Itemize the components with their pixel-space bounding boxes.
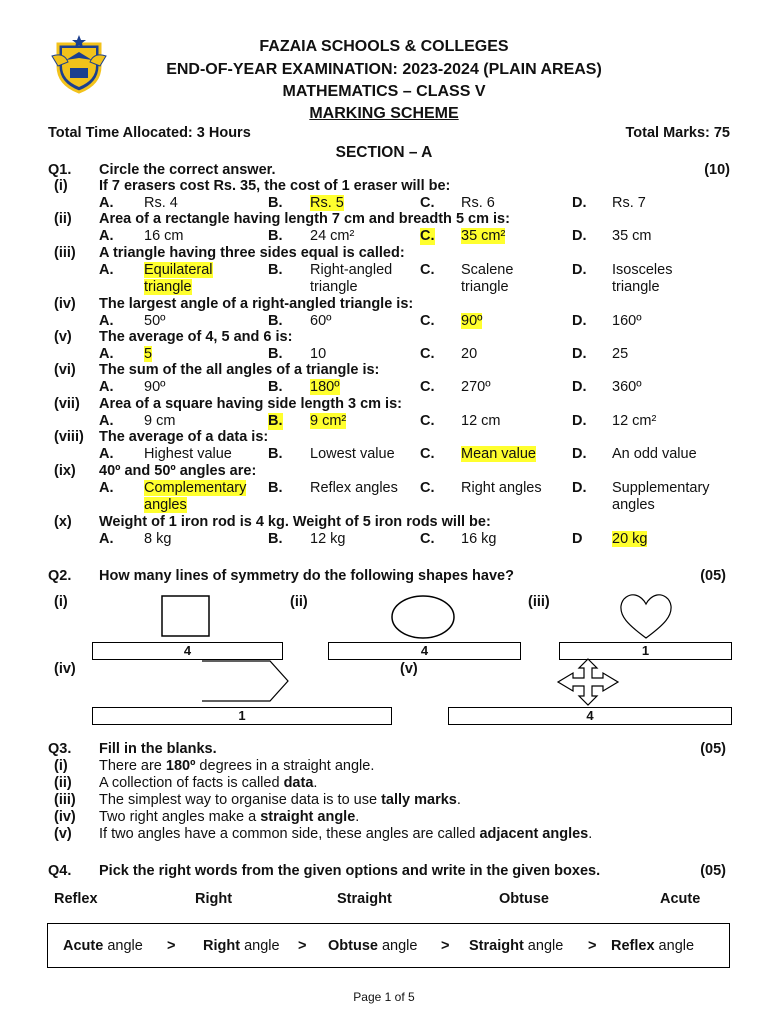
q3-sentence: The simplest way to organise data is to use tally marks.: [99, 792, 461, 808]
q1-question-text: The average of a data is:: [99, 429, 269, 445]
q1-option-text[interactable]: 9 cm: [144, 413, 176, 429]
q1-item-number: (iii): [54, 245, 76, 261]
subject-title: MATHEMATICS – CLASS V: [282, 83, 486, 100]
q2-answer-i[interactable]: 4: [92, 642, 283, 660]
q1-number: Q1.: [48, 162, 72, 178]
q1-item-number: (viii): [54, 429, 84, 445]
q1-option-letter: A.: [99, 228, 114, 244]
q1-option-text[interactable]: 10: [310, 346, 327, 362]
q1-option-letter: B.: [268, 195, 283, 211]
section-title: SECTION – A: [335, 144, 433, 161]
q1-option-text[interactable]: 35 cm²: [461, 228, 506, 244]
option-right: Right: [195, 891, 233, 907]
q1-option-letter: D.: [572, 480, 587, 496]
q2-answer-iv[interactable]: 1: [92, 707, 392, 725]
q2-answer-ii[interactable]: 4: [328, 642, 521, 660]
q3-answer: adjacent angles: [479, 826, 589, 842]
q3-item-number: (v): [54, 826, 72, 842]
q1-option-text[interactable]: An odd value: [612, 446, 697, 462]
q1-item-number: (v): [54, 329, 72, 345]
q1-question-text: The average of 4, 5 and 6 is:: [99, 329, 293, 345]
q1-item-number: (vi): [54, 362, 76, 378]
q4-answer-2: Right angle: [203, 938, 280, 954]
q1-option-letter: C.: [420, 413, 435, 429]
q1-option-letter: B.: [268, 413, 283, 429]
greater-than-1: >: [167, 938, 176, 954]
q4-title: Pick the right words from the given options and write in the given boxes.: [99, 863, 601, 879]
option-obtuse: Obtuse: [499, 891, 549, 907]
q1-option-text[interactable]: 50º: [144, 313, 166, 329]
q1-option-text[interactable]: Lowest value: [310, 446, 395, 462]
greater-than-3: >: [441, 938, 450, 954]
q4-answer-1: Acute angle: [63, 938, 143, 954]
q1-option-text[interactable]: 20: [461, 346, 478, 362]
q1-option-text[interactable]: 270º: [461, 379, 491, 395]
q1-option-text[interactable]: Right angles: [461, 480, 542, 496]
q1-option-letter: A.: [99, 379, 114, 395]
q1-option-letter: C.: [420, 379, 435, 395]
q1-option-letter: B.: [268, 313, 283, 329]
greater-than-2: >: [298, 938, 307, 954]
q1-item-number: (i): [54, 178, 68, 194]
q1-item-number: (vii): [54, 396, 80, 412]
q1-item-number: (ii): [54, 211, 72, 227]
q2-marks: (05): [700, 568, 726, 584]
q1-option-letter: A.: [99, 195, 114, 211]
q1-question-text: A triangle having three sides equal is called:: [99, 245, 405, 261]
q1-option-text[interactable]: Right-angled triangle: [310, 262, 393, 295]
q1-option-letter: D.: [572, 262, 587, 278]
q1-option-letter: D.: [572, 313, 587, 329]
q4-answer-box[interactable]: [47, 923, 730, 968]
q1-question-text: Area of a square having side length 3 cm is:: [99, 396, 402, 412]
q1-option-text[interactable]: Supplementary angles: [612, 480, 710, 513]
total-time: Total Time Allocated: 3 Hours: [48, 125, 251, 141]
q3-answer: 180º: [165, 758, 196, 774]
q2-label-ii: (ii): [290, 594, 308, 610]
q3-sentence: There are 180º degrees in a straight angle.: [99, 758, 375, 774]
q2-label-v: (v): [400, 661, 418, 677]
q3-title: Fill in the blanks.: [99, 741, 217, 757]
q1-option-text[interactable]: Rs. 6: [461, 195, 495, 211]
q1-option-text[interactable]: Rs. 7: [612, 195, 646, 211]
q1-question-text: Weight of 1 iron rod is 4 kg. Weight of 5 iron rods will be:: [99, 514, 491, 530]
q1-option-text[interactable]: 8 kg: [144, 531, 172, 547]
q3-marks: (05): [700, 741, 726, 757]
total-marks: Total Marks: 75: [625, 125, 730, 141]
square-shape: [160, 594, 212, 638]
q3-answer: straight angle: [260, 809, 356, 825]
q1-item-number: (iv): [54, 296, 76, 312]
q1-option-text[interactable]: Equilateral triangle: [144, 262, 213, 295]
q3-item-number: (iii): [54, 792, 76, 808]
q1-option-letter: B.: [268, 346, 283, 362]
q1-question-text: 40º and 50º angles are:: [99, 463, 257, 479]
q1-option-letter: B.: [268, 446, 283, 462]
q4-number: Q4.: [48, 863, 72, 879]
q1-option-letter: D.: [572, 446, 587, 462]
page-number: Page 1 of 5: [353, 990, 415, 1004]
q1-option-letter: D.: [572, 379, 587, 395]
q1-option-letter: C.: [420, 313, 435, 329]
q1-question-text: The sum of the all angles of a triangle is:: [99, 362, 380, 378]
q1-option-text[interactable]: 90º: [144, 379, 166, 395]
q1-option-letter: A.: [99, 531, 114, 547]
scheme-title: MARKING SCHEME: [309, 105, 459, 122]
q3-sentence: If two angles have a common side, these angles are called adjacent angles.: [99, 826, 593, 842]
q1-option-letter: C.: [420, 346, 435, 362]
q3-item-number: (i): [54, 758, 68, 774]
q1-option-letter: A.: [99, 346, 114, 362]
q1-option-letter: B.: [268, 262, 283, 278]
q4-marks: (05): [700, 863, 726, 879]
q1-option-text[interactable]: 12 cm: [461, 413, 501, 429]
option-reflex: Reflex: [54, 891, 98, 907]
q3-number: Q3.: [48, 741, 72, 757]
q1-item-number: (ix): [54, 463, 76, 479]
q1-option-text[interactable]: 9 cm²: [310, 413, 347, 429]
q1-option-letter: A.: [99, 413, 114, 429]
q1-option-letter: C.: [420, 262, 435, 278]
q1-option-text[interactable]: 60º: [310, 313, 332, 329]
q1-marks: (10): [704, 162, 730, 178]
q1-option-text[interactable]: 25: [612, 346, 629, 362]
q2-label-iii: (iii): [528, 594, 550, 610]
greater-than-4: >: [588, 938, 597, 954]
q1-option-letter: D.: [572, 346, 587, 362]
q3-item-number: (iv): [54, 809, 76, 825]
q4-answer-4: Straight angle: [469, 938, 564, 954]
q1-question-text: If 7 erasers cost Rs. 35, the cost of 1 eraser will be:: [99, 178, 451, 194]
q2-number: Q2.: [48, 568, 72, 584]
q1-option-letter: A.: [99, 480, 114, 496]
q3-item-number: (ii): [54, 775, 72, 791]
q1-option-letter: A.: [99, 313, 114, 329]
q1-option-letter: D.: [572, 413, 587, 429]
q1-option-text[interactable]: 20 kg: [612, 531, 648, 547]
q1-option-letter: D.: [572, 228, 587, 244]
q1-question-text: Area of a rectangle having length 7 cm and breadth 5 cm is:: [99, 211, 510, 227]
q1-option-text[interactable]: 35 cm: [612, 228, 652, 244]
q1-option-letter: B.: [268, 480, 283, 496]
q1-option-letter: B.: [268, 531, 283, 547]
q3-sentence: A collection of facts is called data.: [99, 775, 318, 791]
q1-option-letter: C.: [420, 228, 435, 244]
q2-label-i: (i): [54, 594, 68, 610]
q1-option-text[interactable]: 90º: [461, 313, 483, 329]
q2-label-iv: (iv): [54, 661, 76, 677]
q1-option-text[interactable]: 24 cm²: [310, 228, 355, 244]
q1-option-letter: D.: [572, 195, 587, 211]
q1-option-text[interactable]: 160º: [612, 313, 642, 329]
q1-option-letter: B.: [268, 379, 283, 395]
q1-option-text[interactable]: 16 kg: [461, 531, 497, 547]
q1-option-letter: C.: [420, 531, 435, 547]
exam-title: END-OF-YEAR EXAMINATION: 2023-2024 (PLAIN AREAS): [166, 61, 602, 78]
q1-title: Circle the correct answer.: [99, 162, 276, 178]
q1-option-letter: A.: [99, 446, 114, 462]
q1-option-text[interactable]: 16 cm: [144, 228, 184, 244]
q1-option-letter: C.: [420, 480, 435, 496]
q1-option-letter: B.: [268, 228, 283, 244]
four-way-arrow-shape: [555, 657, 621, 707]
q1-option-text[interactable]: 360º: [612, 379, 642, 395]
q1-option-text[interactable]: Isosceles triangle: [612, 262, 673, 295]
school-name: FAZAIA SCHOOLS & COLLEGES: [259, 38, 509, 55]
q1-option-text[interactable]: Rs. 5: [310, 195, 344, 211]
q1-option-text[interactable]: Reflex angles: [310, 480, 398, 496]
q1-option-text[interactable]: 5: [144, 346, 153, 362]
q1-item-number: (x): [54, 514, 72, 530]
q2-title: How many lines of symmetry do the following shapes have?: [99, 568, 514, 584]
q2-answer-iii[interactable]: 1: [559, 642, 732, 660]
heart-shape: [617, 592, 675, 642]
q1-option-letter: C.: [420, 446, 435, 462]
ellipse-shape: [390, 594, 456, 640]
option-acute: Acute: [660, 891, 701, 907]
q4-answer-3: Obtuse angle: [328, 938, 418, 954]
q3-answer: tally marks: [381, 792, 457, 808]
q1-option-text[interactable]: 12 kg: [310, 531, 346, 547]
q1-option-letter: D: [572, 531, 583, 547]
q1-option-text[interactable]: Scalene triangle: [461, 262, 514, 295]
q1-option-text[interactable]: 180º: [310, 379, 340, 395]
q1-question-text: The largest angle of a right-angled triangle is:: [99, 296, 414, 312]
q3-answer: data: [283, 775, 314, 791]
q2-answer-v[interactable]: 4: [448, 707, 732, 725]
q1-option-text[interactable]: 12 cm²: [612, 413, 657, 429]
pentagon-arrow-shape: [198, 658, 292, 704]
q1-option-text[interactable]: Highest value: [144, 446, 232, 462]
q4-answer-5: Reflex angle: [611, 938, 695, 954]
q1-option-text[interactable]: Mean value: [461, 446, 536, 462]
q1-option-text[interactable]: Complementary angles: [144, 480, 247, 513]
q1-option-letter: C.: [420, 195, 435, 211]
option-straight: Straight: [337, 891, 392, 907]
q3-sentence: Two right angles make a straight angle.: [99, 809, 360, 825]
q1-option-text[interactable]: Rs. 4: [144, 195, 178, 211]
q1-option-letter: A.: [99, 262, 114, 278]
